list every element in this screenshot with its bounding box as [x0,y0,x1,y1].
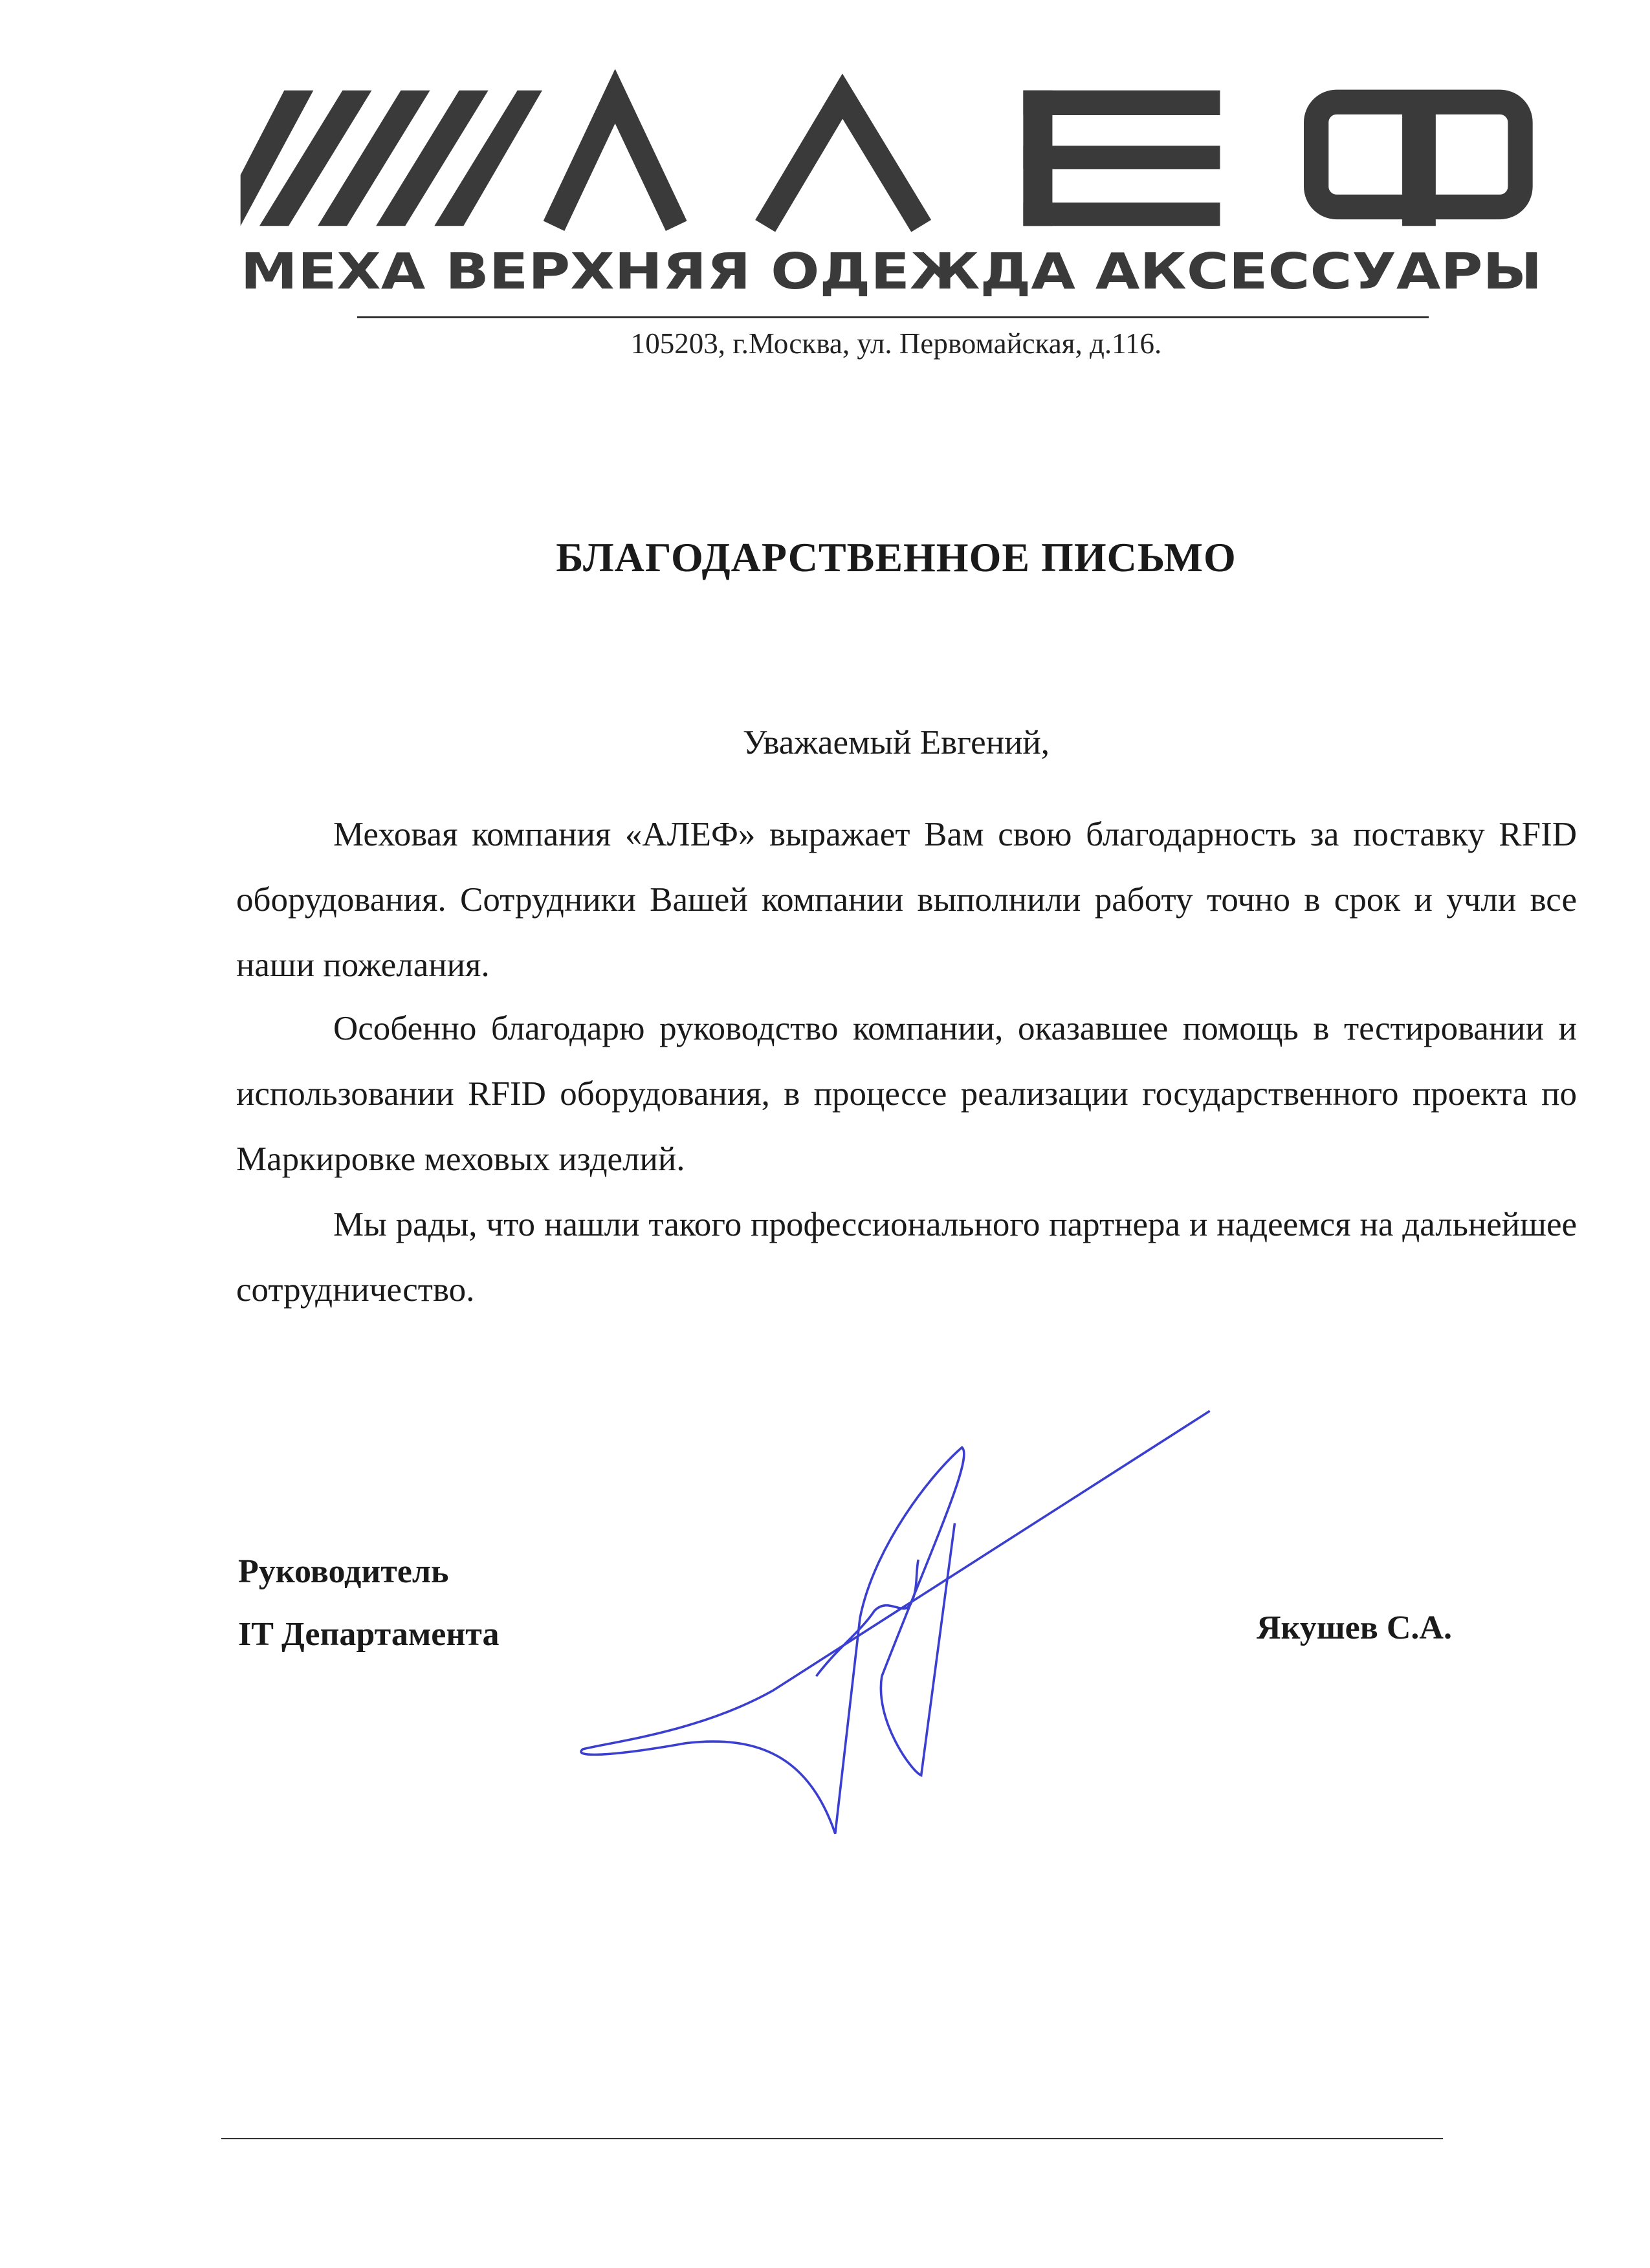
letter-paragraph: Меховая компания «АЛЕФ» выражает Вам свою благодарность за поставку RFID оборудования. Сотрудники Вашей компании выполнили работу точно в срок и учли все наши пожелания. [236,816,1577,984]
letter-paragraph: Мы рады, что нашли такого профессионального партнера и надеемся на дальнейшее сотрудничество. [236,1206,1577,1309]
signer-name: Якушев С.А. [1257,1609,1452,1646]
logo-stripes-icon [241,91,542,226]
company-address: 105203, г.Москва, ул. Первомайская, д.116. [630,327,1162,360]
footer-divider [221,2138,1443,2139]
header-divider [357,316,1429,318]
signature-image [581,1411,1210,1833]
signer-position-line1: Руководитель [238,1553,449,1590]
signer-position-line2: IT Департамента [238,1616,500,1653]
logo-tagline: МЕХА ВЕРХНЯЯ ОДЕЖДА АКСЕССУАРЫ [240,243,1543,301]
letter-paragraph: Особенно благодарю руководство компании, оказавшее помощь в тестировании и использовании RFID оборудования, в процессе реализации государственного проекта по Маркировке меховых изделий. [236,1010,1577,1178]
logo-wordmark [554,96,921,226]
letter-greeting: Уважаемый Евгений, [742,724,1050,761]
letter-title: БЛАГОДАРСТВЕННОЕ ПИСЬМО [556,534,1237,580]
